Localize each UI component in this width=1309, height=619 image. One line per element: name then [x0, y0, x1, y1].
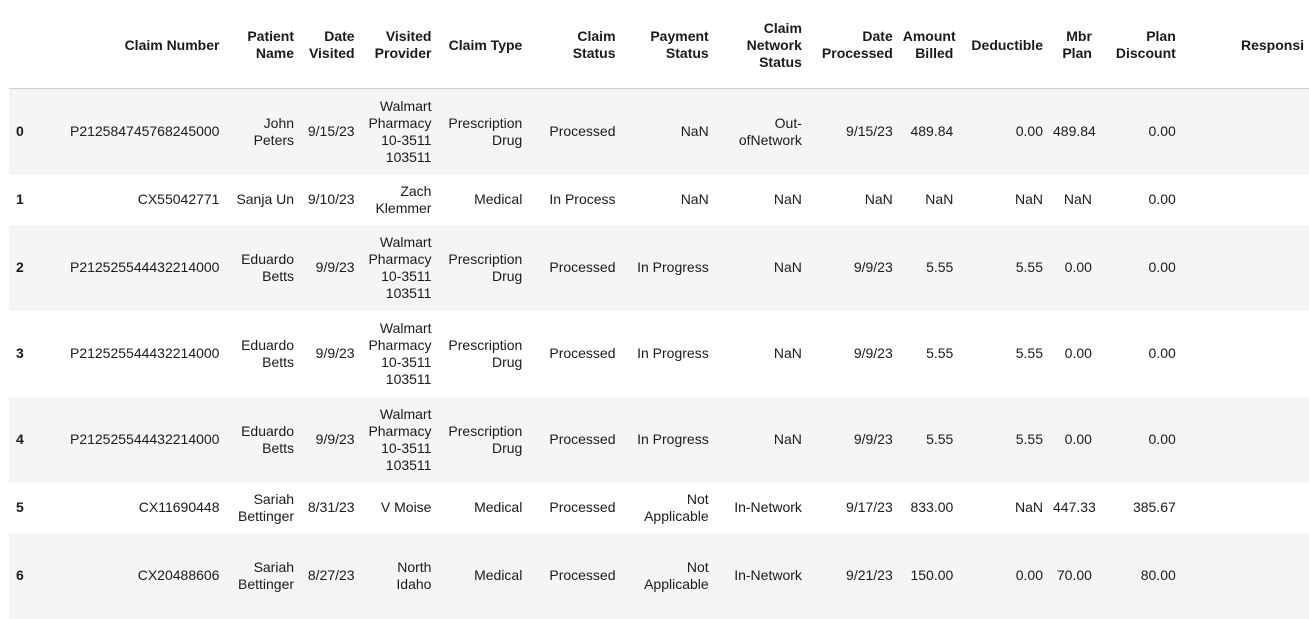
- cell-claim-status: In Process: [549, 191, 616, 207]
- cell-claim-type: Prescription Drug: [448, 250, 523, 284]
- cell-payment-status: In Progress: [637, 345, 709, 361]
- cell-claim-number: P212525544432214000: [69, 259, 220, 275]
- cell-claim-network-status: NaN: [773, 345, 802, 361]
- cell-mbr-plan: 489.84: [1053, 123, 1096, 140]
- column-header-claim-network-status: Claim Network Status: [714, 0, 807, 89]
- cell-date-visited: 8/27/23: [307, 567, 355, 583]
- cell-date-processed: 9/17/23: [846, 499, 893, 515]
- cell-payment-status: Not Applicable: [644, 490, 709, 524]
- cell-amount-billed: 5.55: [926, 259, 954, 275]
- cell-mbr-plan: 0.00: [1064, 345, 1092, 361]
- cell-claim-number: P212584745768245000: [69, 123, 220, 140]
- cell-payment-status: In Progress: [637, 259, 709, 275]
- cell-mbr-plan: NaN: [1063, 191, 1092, 207]
- cell-visited-provider: Zach Klemmer: [375, 182, 432, 216]
- cell-deductible: NaN: [1014, 191, 1043, 207]
- row-index: 1: [16, 191, 24, 207]
- cell-claim-type: Medical: [474, 567, 523, 583]
- cell-claim-type: Prescription Drug: [448, 336, 523, 370]
- cell-plan-discount: 0.00: [1148, 259, 1176, 275]
- cell-claim-status: Processed: [549, 259, 616, 275]
- row-index: 4: [16, 431, 24, 447]
- cell-claim-number: P212525544432214000: [69, 345, 220, 361]
- cell-responsibility: [1181, 397, 1309, 483]
- row-index: 3: [16, 345, 24, 361]
- cell-deductible: NaN: [1014, 499, 1043, 515]
- cell-plan-discount: 0.00: [1148, 431, 1176, 447]
- cell-claim-status: Processed: [549, 123, 616, 140]
- cell-amount-billed: NaN: [925, 191, 954, 207]
- cell-deductible: 5.55: [1015, 259, 1043, 275]
- cell-plan-discount: 0.00: [1148, 123, 1176, 140]
- cell-claim-network-status: NaN: [773, 191, 802, 207]
- cell-payment-status: Not Applicable: [644, 558, 709, 592]
- row-index: 2: [16, 259, 24, 275]
- cell-plan-discount: 80.00: [1140, 567, 1176, 583]
- cell-mbr-plan: 447.33: [1053, 499, 1096, 515]
- cell-payment-status: NaN: [680, 123, 709, 140]
- cell-responsibility: [1181, 89, 1309, 175]
- cell-date-processed: 9/15/23: [846, 123, 893, 140]
- column-header-date-processed: Date Processed: [807, 0, 898, 89]
- cell-payment-status: In Progress: [637, 431, 709, 447]
- cell-visited-provider: Walmart Pharmacy 10-3511 103511: [368, 405, 432, 473]
- cell-date-processed: 9/9/23: [853, 345, 893, 361]
- cell-mbr-plan: 0.00: [1064, 259, 1092, 275]
- cell-claim-status: Processed: [549, 567, 616, 583]
- cell-responsibility: [1181, 175, 1309, 225]
- cell-deductible: 5.55: [1015, 345, 1043, 361]
- table-row: [9, 311, 1309, 397]
- column-header-plan-discount: Plan Discount: [1097, 0, 1181, 89]
- cell-date-processed: 9/9/23: [853, 431, 893, 447]
- cell-claim-type: Prescription Drug: [448, 422, 523, 456]
- cell-claim-network-status: In-Network: [734, 499, 802, 515]
- column-header-responsibility: Responsi: [1181, 0, 1309, 89]
- cell-amount-billed: 833.00: [910, 499, 954, 515]
- cell-date-visited: 9/9/23: [315, 259, 355, 275]
- cell-claim-network-status: Out-ofNetwork: [738, 114, 802, 148]
- cell-responsibility: [1181, 483, 1309, 533]
- cell-claim-network-status: NaN: [773, 431, 802, 447]
- cell-plan-discount: 0.00: [1148, 191, 1176, 207]
- cell-responsibility: [1181, 311, 1309, 397]
- cell-date-visited: 8/31/23: [307, 499, 355, 515]
- cell-patient-name: Sariah Bettinger: [237, 490, 295, 524]
- table-row: [9, 533, 1309, 619]
- cell-claim-status: Processed: [549, 431, 616, 447]
- row-index: 5: [16, 499, 24, 515]
- row-index: 0: [16, 123, 24, 140]
- table-row: [9, 175, 1309, 225]
- table-row: [9, 225, 1309, 311]
- cell-mbr-plan: 70.00: [1056, 567, 1092, 583]
- cell-amount-billed: 5.55: [926, 345, 954, 361]
- table-row: [9, 483, 1309, 533]
- column-header-patient-name: Patient Name: [224, 0, 299, 89]
- cell-amount-billed: 150.00: [910, 567, 954, 583]
- column-header-mbr-plan: Mbr Plan: [1048, 0, 1097, 89]
- cell-claim-type: Prescription Drug: [448, 114, 523, 148]
- cell-visited-provider: North Idaho: [396, 558, 432, 592]
- column-header-claim-number: Claim Number: [31, 0, 224, 89]
- row-index: 6: [16, 567, 24, 583]
- column-header-index: [9, 0, 31, 89]
- cell-visited-provider: Walmart Pharmacy 10-3511 103511: [368, 97, 432, 165]
- cell-claim-number: CX55042771: [137, 191, 220, 207]
- cell-responsibility: [1181, 225, 1309, 311]
- cell-claim-status: Processed: [549, 345, 616, 361]
- cell-date-visited: 9/9/23: [315, 345, 355, 361]
- cell-claim-number: CX20488606: [137, 567, 220, 583]
- cell-plan-discount: 0.00: [1148, 345, 1176, 361]
- column-header-claim-type: Claim Type: [436, 0, 527, 89]
- cell-responsibility: [1181, 533, 1309, 619]
- claims-table: [9, 0, 1309, 619]
- column-header-date-visited: Date Visited: [299, 0, 360, 89]
- cell-claim-number: CX11690448: [138, 499, 220, 515]
- cell-claim-number: P212525544432214000: [69, 431, 220, 447]
- cell-claim-network-status: NaN: [773, 259, 802, 275]
- cell-patient-name: John Peters: [253, 114, 295, 148]
- cell-amount-billed: 5.55: [926, 431, 954, 447]
- column-header-claim-status: Claim Status: [527, 0, 620, 89]
- cell-deductible: 0.00: [1015, 123, 1043, 140]
- cell-claim-type: Medical: [474, 499, 523, 515]
- column-header-deductible: Deductible: [958, 0, 1048, 89]
- cell-visited-provider: V Moise: [380, 499, 432, 515]
- table-row: [9, 89, 1309, 175]
- cell-date-visited: 9/15/23: [307, 123, 355, 140]
- cell-patient-name: Eduardo Betts: [241, 336, 295, 370]
- cell-date-processed: 9/9/23: [853, 259, 893, 275]
- cell-patient-name: Sariah Bettinger: [237, 558, 295, 592]
- table-row: [9, 397, 1309, 483]
- cell-mbr-plan: 0.00: [1064, 431, 1092, 447]
- cell-visited-provider: Walmart Pharmacy 10-3511 103511: [368, 319, 432, 387]
- cell-patient-name: Sanja Un: [236, 191, 295, 207]
- cell-deductible: 5.55: [1015, 431, 1043, 447]
- column-header-amount-billed: Amount Billed: [898, 0, 959, 89]
- cell-payment-status: NaN: [680, 191, 709, 207]
- column-header-payment-status: Payment Status: [621, 0, 714, 89]
- cell-claim-status: Processed: [549, 499, 616, 515]
- header-row: [9, 0, 1309, 89]
- cell-date-processed: NaN: [864, 191, 893, 207]
- cell-date-visited: 9/9/23: [315, 431, 355, 447]
- cell-patient-name: Eduardo Betts: [241, 250, 295, 284]
- cell-deductible: 0.00: [1015, 567, 1043, 583]
- column-header-visited-provider: Visited Provider: [360, 0, 437, 89]
- cell-visited-provider: Walmart Pharmacy 10-3511 103511: [368, 233, 432, 301]
- cell-patient-name: Eduardo Betts: [241, 422, 295, 456]
- cell-plan-discount: 385.67: [1132, 499, 1176, 515]
- cell-date-processed: 9/21/23: [846, 567, 893, 583]
- cell-amount-billed: 489.84: [910, 123, 954, 140]
- cell-claim-type: Medical: [474, 191, 523, 207]
- cell-date-visited: 9/10/23: [307, 191, 355, 207]
- cell-claim-network-status: In-Network: [734, 567, 802, 583]
